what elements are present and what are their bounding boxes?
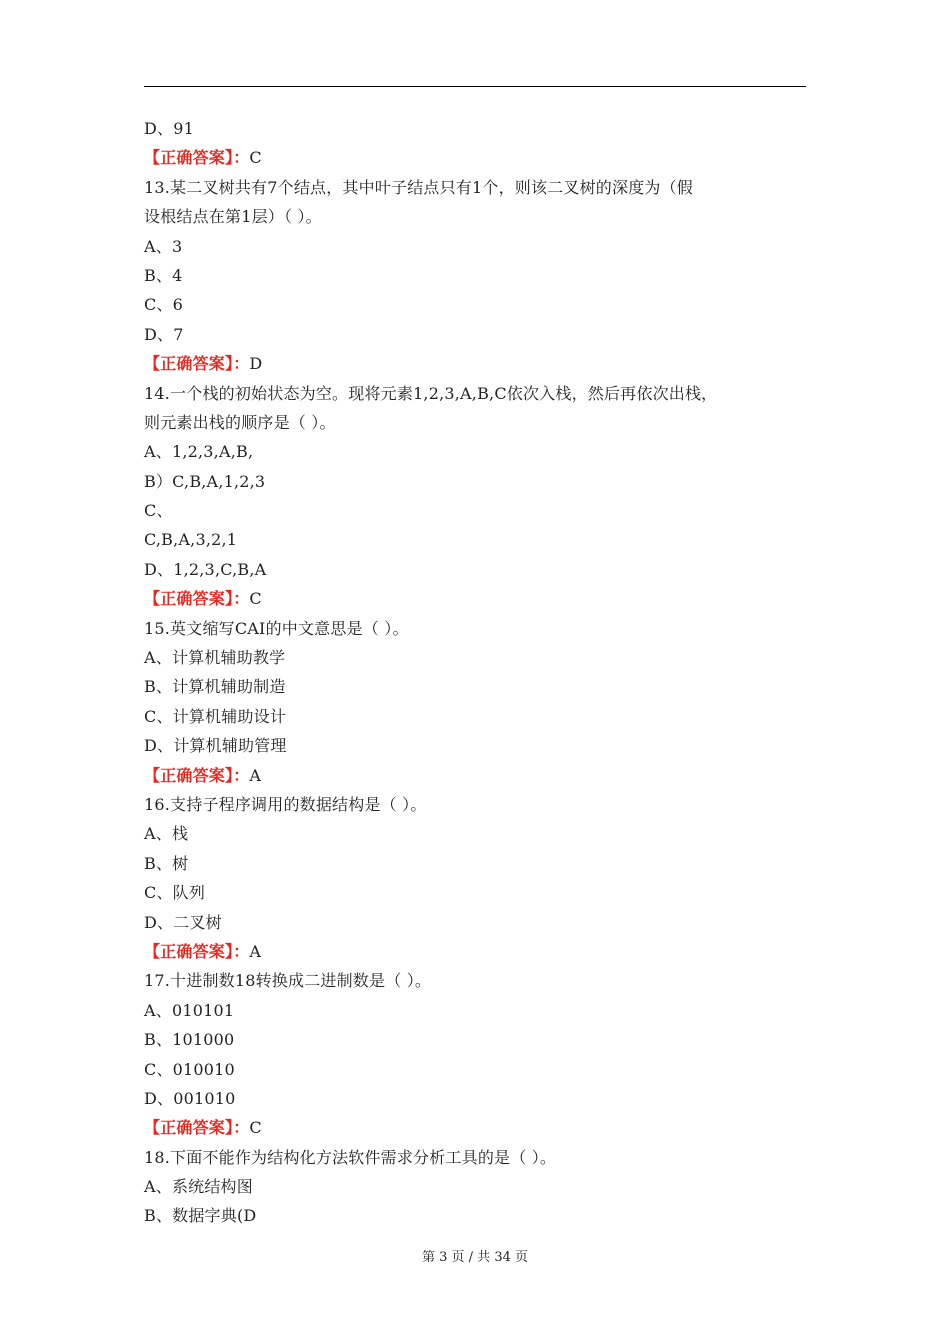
option-line: A、3 [144,236,183,256]
answer-value: D [249,354,263,374]
answer-label: 【正确答案】： [144,354,250,374]
option-line: D、7 [144,324,184,344]
option-line: C、 [144,501,173,521]
question-line: 13.某二叉树共有7个结点，其中叶子结点只有1个，则该二叉树的深度为（假 [144,177,694,197]
option-line: C、010010 [144,1059,235,1079]
option-line: A、010101 [144,1000,235,1020]
option-line: A、计算机辅助教学 [144,648,286,668]
answer-line [144,761,816,790]
answer-label: 【正确答案】： [144,148,250,168]
answer-value: A [249,765,262,785]
answer-value: A [249,941,262,961]
question-line: 18.下面不能作为结构化方法软件需求分析工具的是（ ）。 [144,1147,557,1167]
option-line: B、101000 [144,1030,235,1050]
option-line: A、栈 [144,824,189,844]
answer-line [144,1113,816,1142]
page-footer: 第 3 页 / 共 34 页 [422,1250,528,1265]
option-line: D、计算机辅助管理 [144,736,287,756]
answer-value: C [249,148,262,168]
answer-line [144,143,816,172]
answer-label: 【正确答案】： [144,941,250,961]
option-line: A、系统结构图 [144,1177,253,1197]
option-line: B、计算机辅助制造 [144,677,286,697]
answer-line [144,937,816,966]
option-line: C、计算机辅助设计 [144,706,287,726]
answer-value: C [249,589,262,609]
document-body [144,114,816,1231]
option-line: B）C,B,A,1,2,3 [144,471,266,491]
option-line: B、树 [144,853,189,873]
question-line: 15.英文缩写CAI的中文意思是（ ）。 [144,618,409,638]
option-line: D、001010 [144,1088,236,1108]
answer-value: C [249,1118,262,1138]
answer-line [144,349,816,378]
question-line: 14.一个栈的初始状态为空。现将元素1,2,3,A,B,C依次入栈，然后再依次出栈， [144,383,718,403]
option-line: D、91 [144,119,194,138]
option-line: C、6 [144,295,184,315]
header-rule [144,86,806,87]
option-line: C,B,A,3,2,1 [144,530,238,550]
option-line: A、1,2,3,A,B, [144,442,254,462]
option-line: D、二叉树 [144,912,222,932]
option-line: B、4 [144,265,183,285]
answer-label: 【正确答案】： [144,589,250,609]
option-line: D、1,2,3,C,B,A [144,559,267,579]
question-line: 则元素出栈的顺序是（ ）。 [144,412,336,432]
question-line: 16.支持子程序调用的数据结构是（ ）。 [144,794,427,814]
answer-label: 【正确答案】： [144,765,250,785]
option-line: B、数据字典(D [144,1206,257,1226]
question-line: 17.十进制数18转换成二进制数是（ ）。 [144,971,432,991]
answer-label: 【正确答案】： [144,1118,250,1138]
answer-line [144,584,816,613]
option-line: C、队列 [144,883,206,903]
question-line: 设根结点在第1层）（ ）。 [144,207,322,227]
